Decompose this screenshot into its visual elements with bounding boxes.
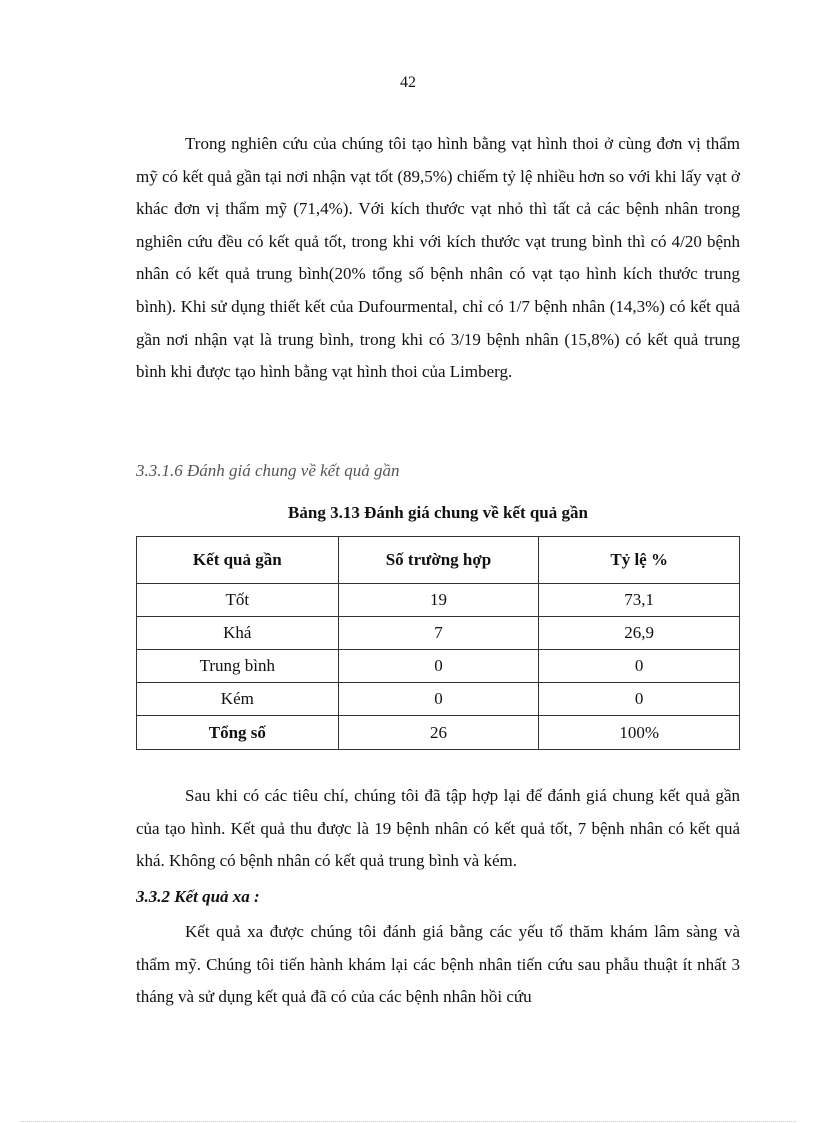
table-header-row bbox=[137, 537, 740, 584]
paragraph-long-term: Kết quả xa được chúng tôi đánh giá bằng các yếu tố thăm khám lâm sàng và thẩm mỹ. Chúng tôi tiến hành khám lại các bệnh nhân tiến cứu sau phẫu thuật ít nhất 3 tháng và sử dụng kết quả đã có của các bệnh nhân hồi cứu bbox=[136, 922, 740, 1007]
cell-result: Tốt bbox=[137, 584, 339, 617]
cell-percent: 73,1 bbox=[539, 584, 740, 617]
header-result: Kết quả gần bbox=[137, 537, 339, 584]
header-cases: Số trường hợp bbox=[338, 537, 539, 584]
cell-result: Kém bbox=[137, 683, 339, 716]
page-number: 42 bbox=[400, 74, 416, 91]
cell-result: Trung bình bbox=[137, 650, 339, 683]
cell-total-label: Tổng số bbox=[137, 716, 339, 750]
table-row bbox=[137, 683, 740, 716]
table-row bbox=[137, 584, 740, 617]
header-percent: Tỷ lệ % bbox=[539, 537, 740, 584]
table-total-row bbox=[137, 716, 740, 750]
paragraph-flap-results: Trong nghiên cứu của chúng tôi tạo hình bằng vạt hình thoi ở cùng đơn vị thẩm mỹ có kết quả gần tại nơi nhận vạt tốt (89,5%) chiếm tỷ lệ nhiều hơn so với khi lấy vạt ở khác đơn vị thẩm mỹ (71,4%). Với kích thước vạt nhỏ thì tất cả các bệnh nhân trong nghiên cứu đều có kết quả tốt, trong khi với kích thước vạt trung bình thì có 4/20 bệnh nhân có kết quả trung bình(20% tổng số bệnh nhân có vạt tạo hình kích thước trung bình). Khi sử dụng thiết kết của Dufourmental, chỉ có 1/7 bệnh nhân (14,3%) có kết quả gần nơi nhận vạt là trung bình, trong khi có 3/19 bệnh nhân (15,8%) có kết quả trung bình khi được tạo hình bằng vạt hình thoi của Limberg. bbox=[136, 134, 740, 382]
cell-percent: 0 bbox=[539, 650, 740, 683]
cell-total-cases: 26 bbox=[338, 716, 539, 750]
cell-cases: 19 bbox=[338, 584, 539, 617]
subsection-title: 3.3.1.6 Đánh giá chung về kết quả gần bbox=[136, 461, 400, 480]
cell-percent: 26,9 bbox=[539, 617, 740, 650]
table-caption: Bảng 3.13 Đánh giá chung về kết quả gần bbox=[288, 503, 588, 522]
paragraph-summary: Sau khi có các tiêu chí, chúng tôi đã tập hợp lại để đánh giá chung kết quả gần của tạo hình. Kết quả thu được là 19 bệnh nhân có kết quả tốt, 7 bệnh nhân có kết quả khá. Không có bệnh nhân có kết quả trung bình và kém. bbox=[136, 786, 740, 871]
cell-cases: 0 bbox=[338, 650, 539, 683]
cell-result: Khá bbox=[137, 617, 339, 650]
cell-percent: 0 bbox=[539, 683, 740, 716]
cell-total-percent: 100% bbox=[539, 716, 740, 750]
table-row bbox=[137, 617, 740, 650]
section-heading: 3.3.2 Kết quả xa : bbox=[136, 887, 260, 906]
cell-cases: 7 bbox=[338, 617, 539, 650]
table-row bbox=[137, 650, 740, 683]
page-bottom-divider bbox=[20, 1121, 796, 1122]
results-table bbox=[136, 536, 740, 750]
cell-cases: 0 bbox=[338, 683, 539, 716]
